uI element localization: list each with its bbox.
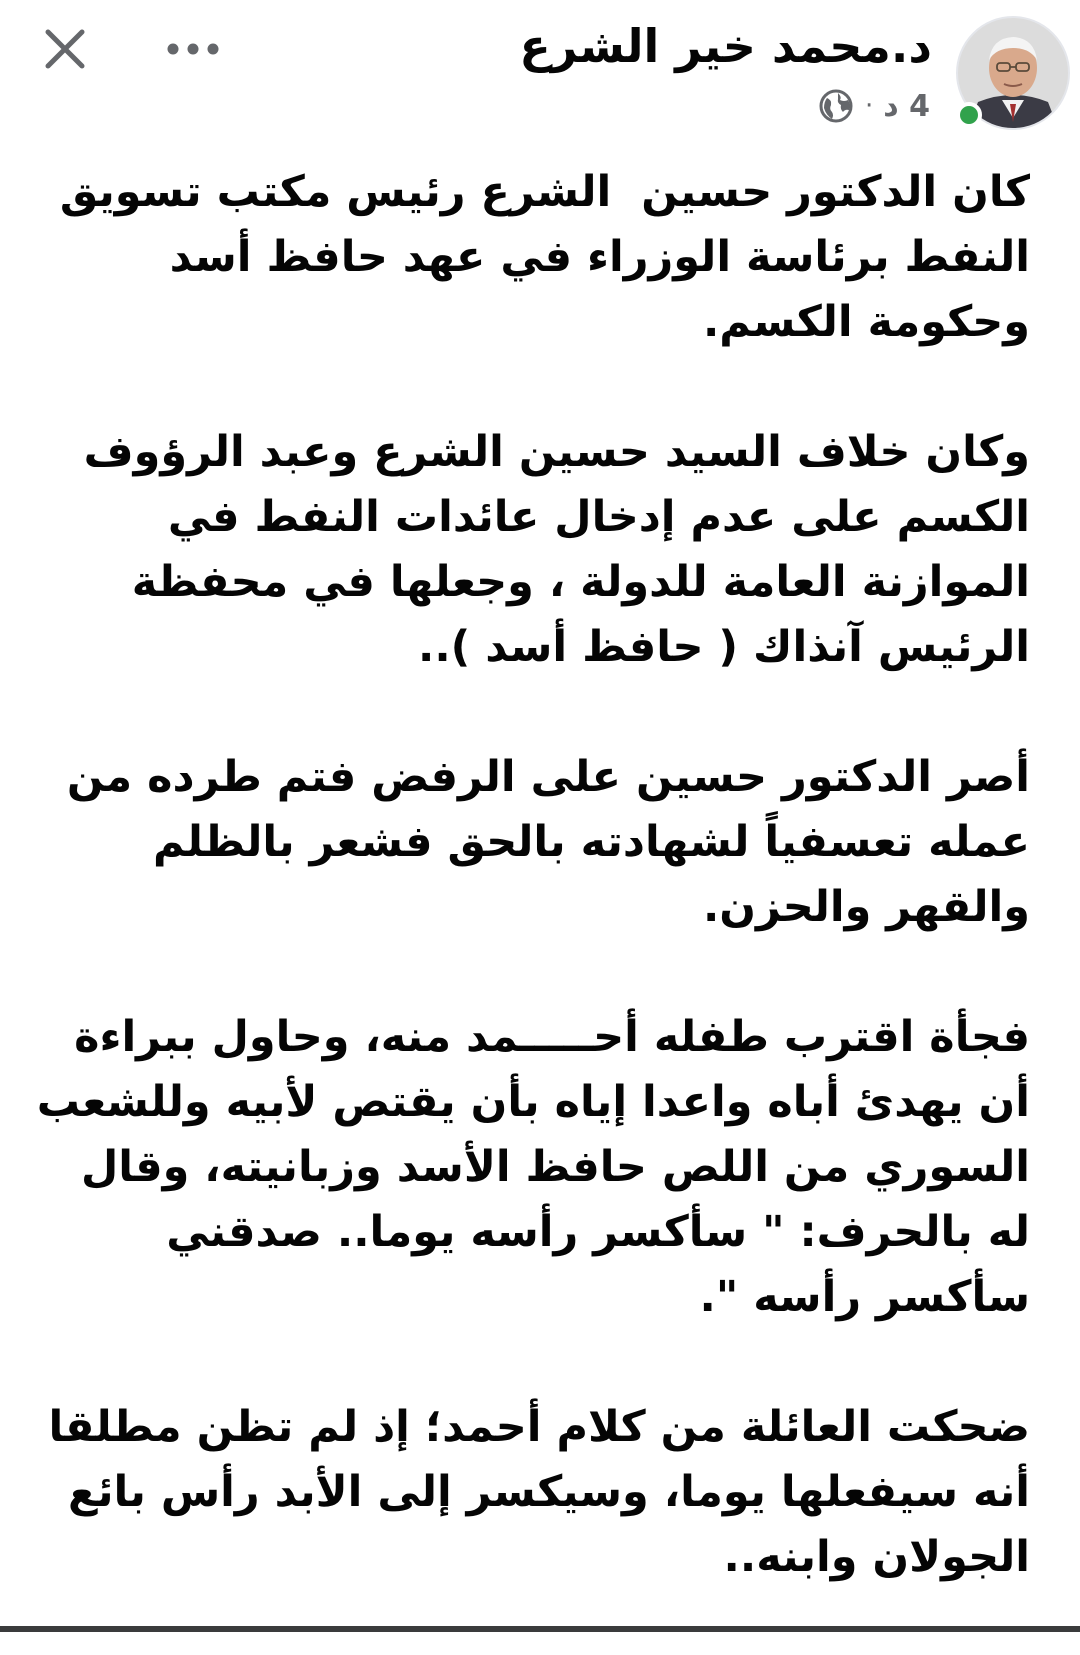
meta-separator: ·	[865, 91, 874, 121]
close-icon	[42, 26, 88, 72]
post-time[interactable]: 4 د	[883, 88, 930, 124]
more-options-icon	[166, 42, 220, 56]
author-name[interactable]: د.محمد خير الشرع	[519, 19, 932, 73]
post-meta	[817, 86, 930, 126]
privacy-globe-button[interactable]	[817, 87, 855, 125]
bottom-divider	[0, 1626, 1080, 1632]
globe-icon	[818, 88, 854, 124]
post-header	[0, 0, 1080, 150]
post-paragraph-2: وكان خلاف السيد حسين الشرع وعبد الرؤوف الكسم على عدم إدخال عائدات النفط في الموازنة العامة للدولة ، وجعلها في محفظة الرئيس آنذاك ( حافظ أسد )..	[68, 427, 1030, 672]
online-status-dot	[956, 102, 982, 128]
post-paragraph-3: أصر الدكتور حسين على الرفض فتم طرده من عمله تعسفياً لشهادته بالحق فشعر بالظلم والقهر والحزن.	[51, 752, 1030, 932]
post-text	[21, 160, 1030, 1655]
post-paragraph-4: فجأة اقترب طفله أحـــــمد منه، وحاول ببراءة أن يهدئ أباه واعدا إياه بأن يقتص لأبيه وللشعب السوري من اللص حافظ الأسد وزبانيته، وقال له بالحرف: " سأكسر رأسه يوما.. صدقني سأكسر رأسه ".	[21, 1012, 1030, 1322]
post-paragraph-1: كان الدكتور حسين الشرع رئيس مكتب تسويق النفط برئاسة الوزراء في عهد حافظ أسد وحكومة الكسم.	[44, 167, 1030, 347]
close-button[interactable]	[36, 20, 94, 78]
post-paragraph-5: ضحكت العائلة من كلام أحمد؛ إذ لم تظن مطلقا أنه سيفعلها يوما، وسيكسر إلى الأبد رأس بائع الجولان وابنه..	[33, 1402, 1030, 1582]
more-options-button[interactable]	[158, 20, 228, 78]
